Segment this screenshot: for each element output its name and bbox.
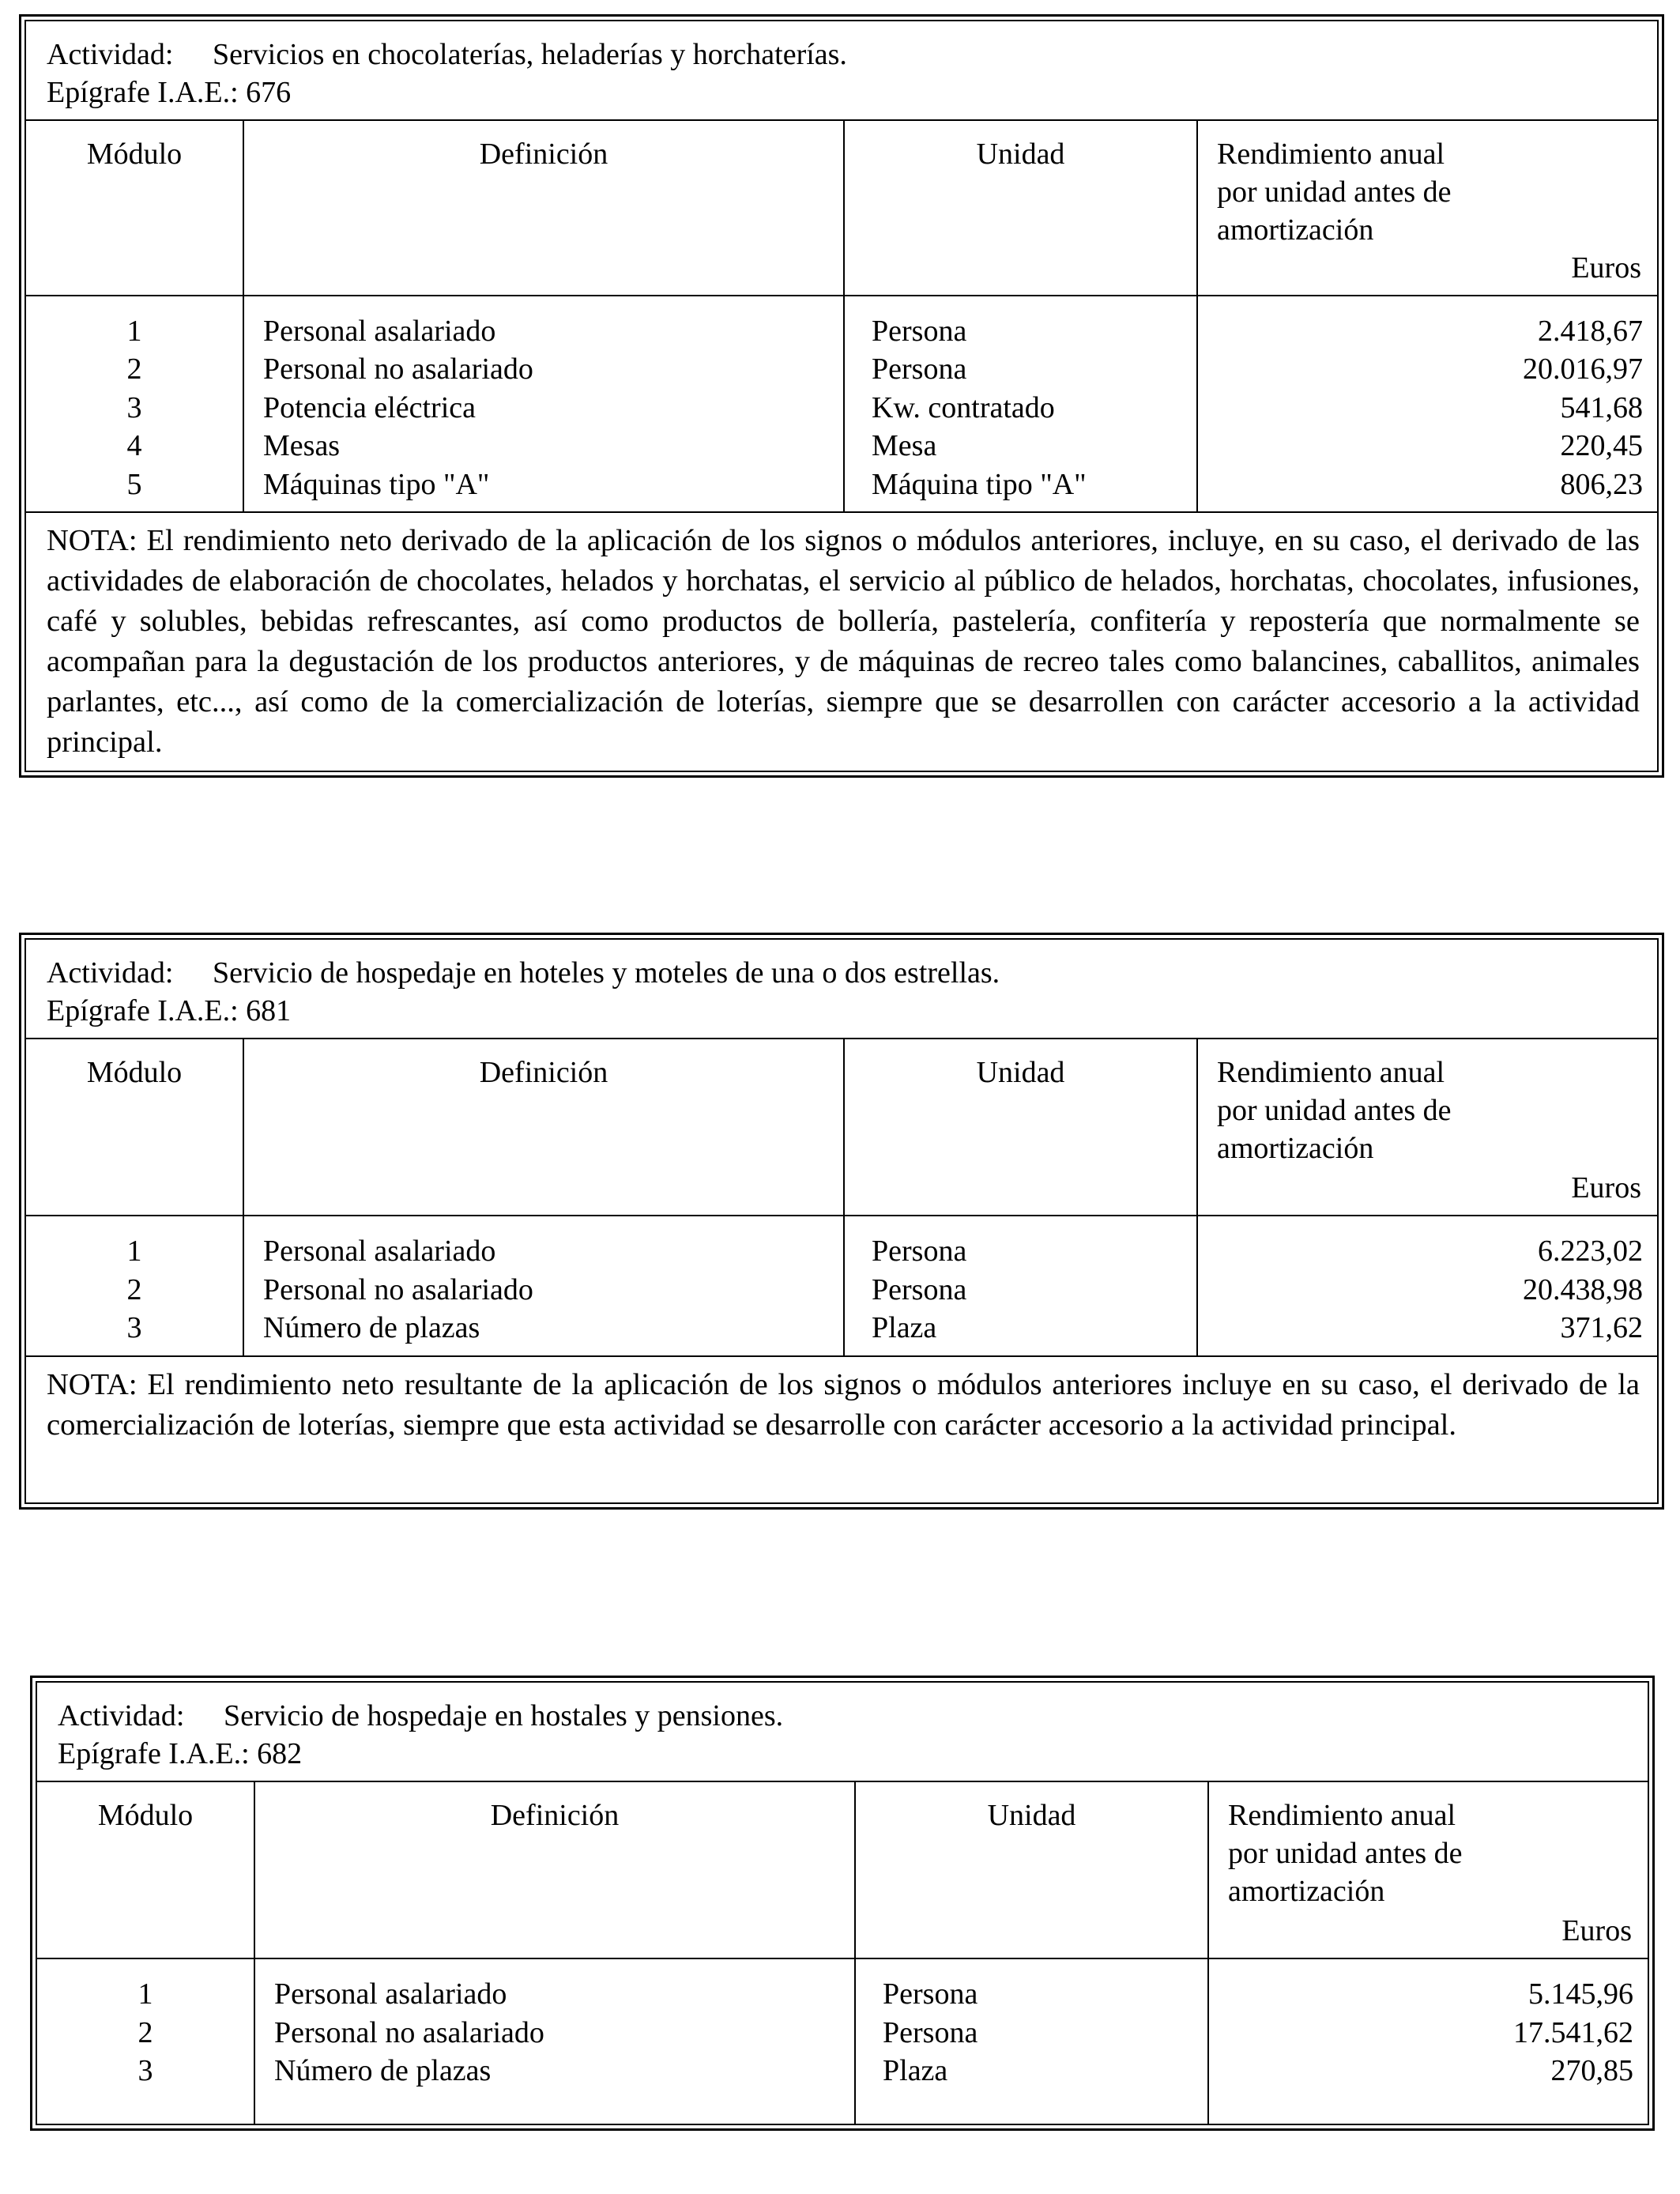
table-cell: Plaza bbox=[883, 2054, 948, 2087]
table-cell: 806,23 bbox=[1560, 467, 1643, 501]
table-cell: Número de plazas bbox=[263, 1311, 480, 1344]
table-cell: 6.223,02 bbox=[1538, 1235, 1643, 1268]
activity-name: Servicio de hospedaje en hoteles y moteles de una o dos estrellas. bbox=[213, 956, 1000, 990]
header-rendimiento-line: por unidad antes de bbox=[1217, 175, 1452, 209]
table-cell: Máquina tipo "A" bbox=[872, 467, 1087, 501]
activity-header bbox=[37, 1683, 1648, 1782]
header-definicion: Definición bbox=[255, 1782, 856, 1958]
modulo-column bbox=[37, 1959, 255, 2124]
table-cell: Máquinas tipo "A" bbox=[263, 467, 490, 501]
header-rendimiento-line: Rendimiento anual bbox=[1217, 1056, 1445, 1089]
table-cell: 17.541,62 bbox=[1513, 2015, 1633, 2049]
table-cell: Personal asalariado bbox=[263, 1235, 496, 1268]
header-rendimiento bbox=[1198, 121, 1657, 295]
column-headers bbox=[37, 1782, 1648, 1959]
nota-text: NOTA: El rendimiento neto derivado de la aplicación de los signos o módulos anteriores, incluye, en su caso, el derivado de las actividades de elaboración de chocolates, helados y horchatas, el servicio al público de helados, horchatas, chocolates, infusiones, café y solubles, bebidas refrescantes, así como productos de bollería, pastelería, confitería y repostería que normalmente se acompañan para la degustación de los productos anteriores, y de máquinas de recreo tales como balancines, caballitos, animales parlantes, etc..., así como de la comercialización de loterías, siempre que se desarrollen con carácter accesorio a la actividad principal. bbox=[26, 511, 1657, 771]
epigrafe: Epígrafe I.A.E.: 681 bbox=[47, 994, 292, 1027]
table-cell: Mesa bbox=[872, 429, 937, 462]
table-cell: 4 bbox=[126, 429, 142, 462]
table-body bbox=[26, 1216, 1657, 1355]
table-body bbox=[26, 296, 1657, 512]
table-cell: 541,68 bbox=[1560, 390, 1643, 424]
table-cell: 1 bbox=[126, 1235, 142, 1268]
header-definicion: Definición bbox=[244, 121, 845, 295]
header-rendimiento-line: amortización bbox=[1217, 1132, 1374, 1165]
definicion-column bbox=[244, 296, 845, 512]
header-rendimiento-line: Rendimiento anual bbox=[1217, 138, 1445, 171]
table-cell: Kw. contratado bbox=[872, 390, 1055, 424]
table-cell: 3 bbox=[126, 390, 142, 424]
header-rendimiento-line: amortización bbox=[1217, 213, 1374, 247]
table-cell: 371,62 bbox=[1560, 1311, 1643, 1344]
definicion-column bbox=[255, 1959, 856, 2124]
header-rendimiento bbox=[1209, 1782, 1648, 1958]
activity-table-682 bbox=[30, 1676, 1655, 2131]
table-cell: Persona bbox=[872, 352, 967, 386]
table-cell: 5 bbox=[126, 467, 142, 501]
header-definicion: Definición bbox=[244, 1039, 845, 1215]
rendimiento-column bbox=[1198, 296, 1657, 512]
epigrafe: Epígrafe I.A.E.: 676 bbox=[47, 76, 292, 109]
modulo-column bbox=[26, 296, 244, 512]
table-cell: Personal asalariado bbox=[274, 1977, 507, 2011]
header-unidad: Unidad bbox=[845, 121, 1198, 295]
table-cell: Persona bbox=[872, 1272, 967, 1306]
table-cell: 2 bbox=[137, 2015, 153, 2049]
header-modulo: Módulo bbox=[26, 1039, 244, 1215]
header-rendimiento-line: por unidad antes de bbox=[1228, 1837, 1463, 1870]
header-unidad: Unidad bbox=[856, 1782, 1209, 1958]
header-unidad: Unidad bbox=[845, 1039, 1198, 1215]
table-cell: 2 bbox=[126, 1272, 142, 1306]
table-cell: 2.418,67 bbox=[1538, 314, 1643, 348]
rendimiento-column bbox=[1209, 1959, 1648, 2124]
rendimiento-column bbox=[1198, 1216, 1657, 1355]
activity-header bbox=[26, 21, 1657, 121]
column-headers bbox=[26, 1039, 1657, 1216]
header-modulo: Módulo bbox=[37, 1782, 255, 1958]
header-rendimiento-line: por unidad antes de bbox=[1217, 1094, 1452, 1127]
unidad-column bbox=[845, 1216, 1198, 1355]
activity-name: Servicio de hospedaje en hostales y pensiones. bbox=[224, 1699, 784, 1732]
modulo-column bbox=[26, 1216, 244, 1355]
activity-name: Servicios en chocolaterías, heladerías y horchaterías. bbox=[213, 38, 847, 71]
header-rendimiento-line: amortización bbox=[1228, 1875, 1385, 1908]
table-cell: Personal no asalariado bbox=[263, 352, 533, 386]
table-cell: Mesas bbox=[263, 429, 341, 462]
table-cell: Personal no asalariado bbox=[263, 1272, 533, 1306]
activity-table-681 bbox=[19, 933, 1664, 1510]
header-euros: Euros bbox=[1571, 251, 1641, 285]
header-rendimiento-line: Rendimiento anual bbox=[1228, 1799, 1456, 1832]
activity-label: Actividad: bbox=[47, 956, 174, 990]
activity-header bbox=[26, 940, 1657, 1039]
table-cell: 3 bbox=[137, 2054, 153, 2087]
table-cell: 20.016,97 bbox=[1523, 352, 1643, 386]
activity-label: Actividad: bbox=[58, 1699, 185, 1732]
table-cell: Potencia eléctrica bbox=[263, 390, 477, 424]
header-euros: Euros bbox=[1561, 1914, 1632, 1947]
table-cell: 270,85 bbox=[1550, 2054, 1633, 2087]
unidad-column bbox=[845, 296, 1198, 512]
table-cell: Persona bbox=[883, 2015, 978, 2049]
table-cell: 5.145,96 bbox=[1528, 1977, 1633, 2011]
table-cell: 2 bbox=[126, 352, 142, 386]
table-body bbox=[37, 1959, 1648, 2124]
nota-text: NOTA: El rendimiento neto resultante de la aplicación de los signos o módulos anteriores incluye en su caso, el derivado de la comercialización de loterías, siempre que esta actividad se desarrolle con carácter accesorio a la actividad principal. bbox=[26, 1355, 1657, 1453]
definicion-column bbox=[244, 1216, 845, 1355]
table-cell: 3 bbox=[126, 1311, 142, 1344]
epigrafe: Epígrafe I.A.E.: 682 bbox=[58, 1737, 303, 1770]
table-cell: 1 bbox=[126, 314, 142, 348]
table-cell: 1 bbox=[137, 1977, 153, 2011]
table-cell: Persona bbox=[883, 1977, 978, 2011]
header-modulo: Módulo bbox=[26, 121, 244, 295]
table-cell: Número de plazas bbox=[274, 2054, 492, 2087]
header-euros: Euros bbox=[1571, 1171, 1641, 1204]
table-cell: Personal no asalariado bbox=[274, 2015, 544, 2049]
table-cell: Personal asalariado bbox=[263, 314, 496, 348]
unidad-column bbox=[856, 1959, 1209, 2124]
activity-label: Actividad: bbox=[47, 38, 174, 71]
table-cell: Persona bbox=[872, 1235, 967, 1268]
table-cell: Plaza bbox=[872, 1311, 937, 1344]
table-cell: 20.438,98 bbox=[1523, 1272, 1643, 1306]
table-cell: 220,45 bbox=[1560, 429, 1643, 462]
activity-table-676 bbox=[19, 14, 1664, 778]
header-rendimiento bbox=[1198, 1039, 1657, 1215]
table-cell: Persona bbox=[872, 314, 967, 348]
column-headers bbox=[26, 121, 1657, 296]
